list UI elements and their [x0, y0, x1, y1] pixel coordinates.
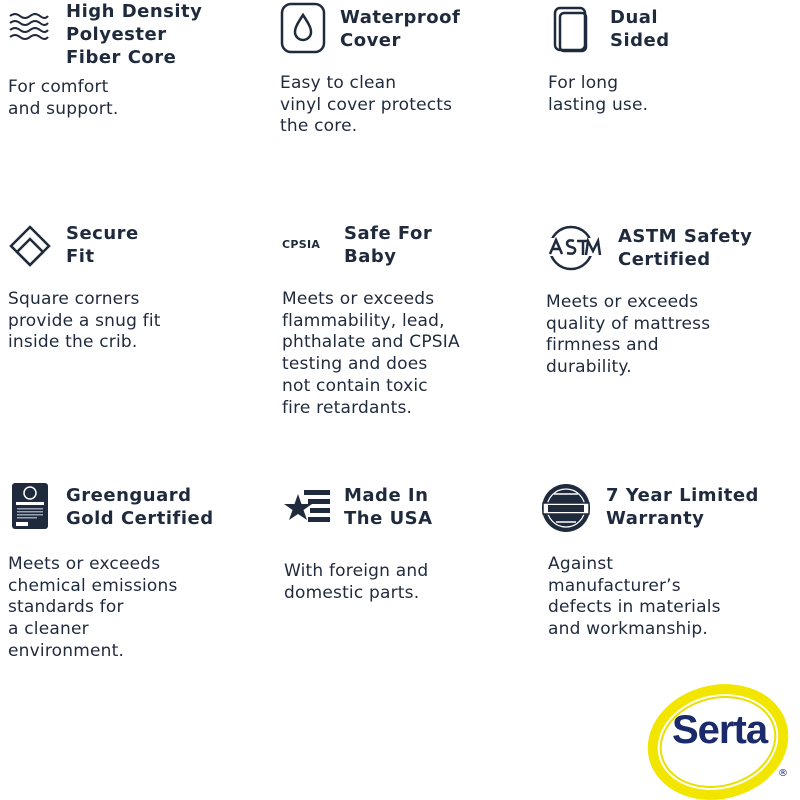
- feature-fiber-core: [8, 0, 258, 119]
- feature-description: For comfort and support.: [8, 77, 119, 119]
- feature-title: Secure Fit: [66, 223, 139, 267]
- feature-description: Easy to clean vinyl cover protects the core.: [280, 73, 453, 137]
- feature-description: For long lasting use.: [548, 73, 649, 115]
- feature-waterproof-cover: [280, 0, 530, 137]
- feature-greenguard: [8, 482, 258, 661]
- astm-logo-icon: [546, 224, 602, 276]
- feature-secure-fit: [8, 220, 258, 353]
- water-drop-icon: [280, 2, 326, 58]
- feature-safe-for-baby: [282, 220, 532, 418]
- usa-flag-star-icon: [284, 488, 332, 532]
- feature-title: Dual Sided: [610, 7, 670, 51]
- feature-astm-certified: [546, 220, 796, 378]
- double-square-icon: [553, 6, 589, 58]
- feature-description: Meets or exceeds flammability, lead, phthalate and CPSIA testing and does not contain toxic fire retardants.: [282, 289, 460, 418]
- feature-title: Waterproof Cover: [340, 7, 461, 51]
- feature-title: Greenguard Gold Certified: [66, 485, 214, 529]
- feature-description: Meets or exceeds quality of mattress firmness and durability.: [546, 292, 711, 378]
- cpsia-label: CPSIA: [282, 238, 321, 251]
- greenguard-badge-icon: [11, 482, 49, 534]
- feature-made-in-usa: [284, 482, 534, 603]
- feature-description: Against manufacturer’s defects in materials and workmanship.: [548, 554, 721, 640]
- warranty-badge-icon: [540, 482, 592, 538]
- feature-title: 7 Year Limited Warranty: [606, 485, 759, 529]
- wave-lines-icon: [8, 12, 50, 48]
- serta-logo: [640, 680, 800, 800]
- feature-description: With foreign and domestic parts.: [284, 561, 429, 603]
- brand-name: Serta: [672, 708, 768, 752]
- feature-warranty: [540, 482, 790, 640]
- registered-mark: ®: [778, 768, 788, 779]
- feature-title: High Density Polyester Fiber Core: [66, 1, 203, 68]
- feature-title: Safe For Baby: [344, 223, 433, 267]
- feature-description: Square corners provide a snug fit inside the crib.: [8, 289, 161, 353]
- feature-dual-sided: [548, 0, 798, 115]
- feature-title: Made In The USA: [344, 485, 433, 529]
- feature-title: ASTM Safety Certified: [618, 226, 753, 270]
- diamond-corner-icon: [8, 224, 52, 272]
- cpsia-icon: [282, 220, 332, 268]
- feature-description: Meets or exceeds chemical emissions standards for a cleaner environment.: [8, 554, 178, 661]
